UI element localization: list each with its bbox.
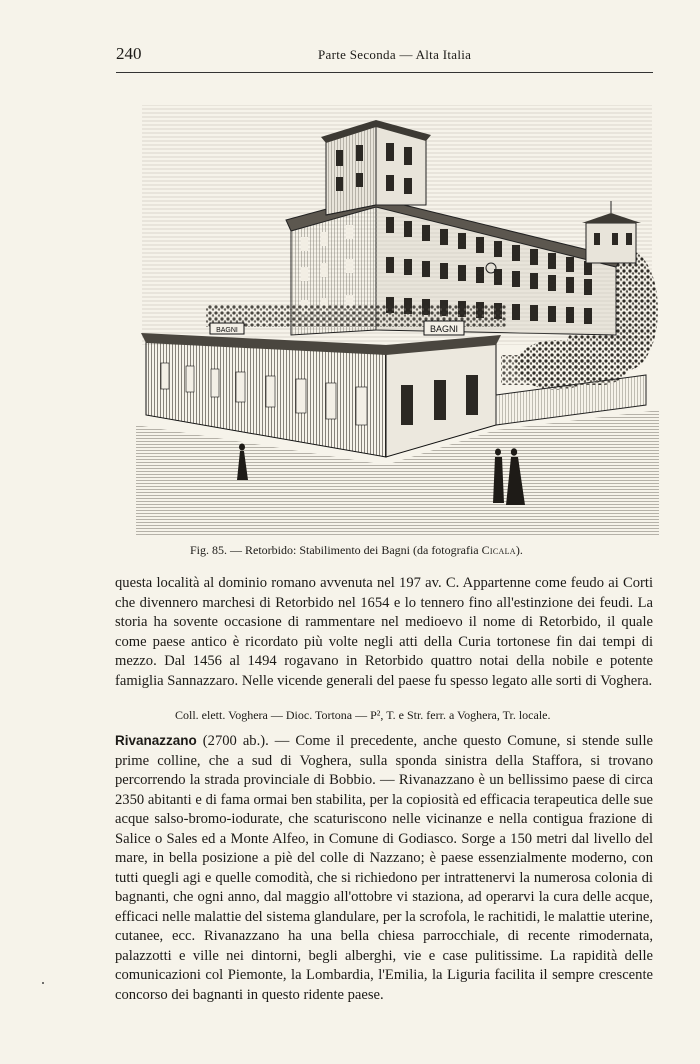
paragraph-rivanazzano <box>115 731 653 1005</box>
running-head: Parte Seconda — Alta Italia <box>318 47 472 62</box>
caption-credit: Cicala <box>481 543 516 557</box>
paragraph-text: (2700 ab.). — Come il precedente, anche questo Comune, si stende sulle prime colline, che a sud di Voghera, sulla sponda sinistra della Staffora, si trovano percorrendo la strada provinciale di Bobbio. — Rivanazzano è un bellissimo paese di circa 2350 abitanti e di fama ormai ben stabilita, per la copiosità ed efficacia terapeutica delle sue acque salso-bromo-iodurate, che scaturiscono nelle vicinanze e nella contigua frazione di Salice o Sales ed a Monte Alfeo, in Comune di Godiasco. Sorge a 150 metri dal livello del mare, in bella posizione a piè del colle di Nazzano; è paese essenzialmente moderno, con tutti quegli agi e quelle comodità, che si richiedono per intrattenervi la numerosa colonia di bagnanti, che ogni anno, dal maggio all'ottobre vi staziona, ad operarvi la cura delle acque, efficaci nelle malattie del sistema glandulare, per la scrofola, le rachitidi, le malattie uterine, cutanee, ecc. Rivanazzano ha una bella chiesa parrocchiale, di recente rimodernata, palazzotti e ville nei dintorni, begli alberghi, vie e case pulitissime. La rapidità delle comunicazioni col Piemonte, la Lombardia, l'Emilia, la Liguria facilita il sempre crescente concorso dei bagnanti in questo ridente paese. <box>115 733 653 1003</box>
header-rule <box>116 72 653 73</box>
margin-mark <box>42 982 44 984</box>
paragraph-text: questa località al dominio romano avvenuta nel 197 av. C. Appartenne come feudo ai Corti che divennero marchesi di Retorbido nel 1654 e lo tennero fino all'estinzione dei feudi. La storia ha sovente occasione di rammentare nel medioevo il nome di Retorbido, il quale come paese antico è ricordato più volte negli atti della Curia tortonese fin dai tempi di mezzo. Dal 1456 al 1494 rogavano in Retorbido quattro notai della nobile e potente famiglia Sannazzaro. Nelle vicende generali del paese fu spesso legato alle sorti di Voghera. <box>115 575 653 689</box>
entry-heading: Rivanazzano <box>115 733 197 748</box>
caption-text: Fig. 85. — Retorbido: Stabilimento dei Bagni (da fotografia <box>190 543 482 557</box>
engraving-illustration <box>136 95 659 535</box>
caption-end: ). <box>515 543 523 557</box>
sign-left: BAGNI <box>216 327 238 334</box>
page-number: 240 <box>116 44 142 63</box>
tower <box>321 120 431 215</box>
figure-caption <box>190 543 523 558</box>
statistics-line: Coll. elett. Voghera — Dioc. Tortona — P², T. e Str. ferr. a Voghera, Tr. locale. <box>175 708 551 722</box>
paragraph-retorbido <box>115 574 653 691</box>
sign-right: BAGNI <box>429 324 459 334</box>
